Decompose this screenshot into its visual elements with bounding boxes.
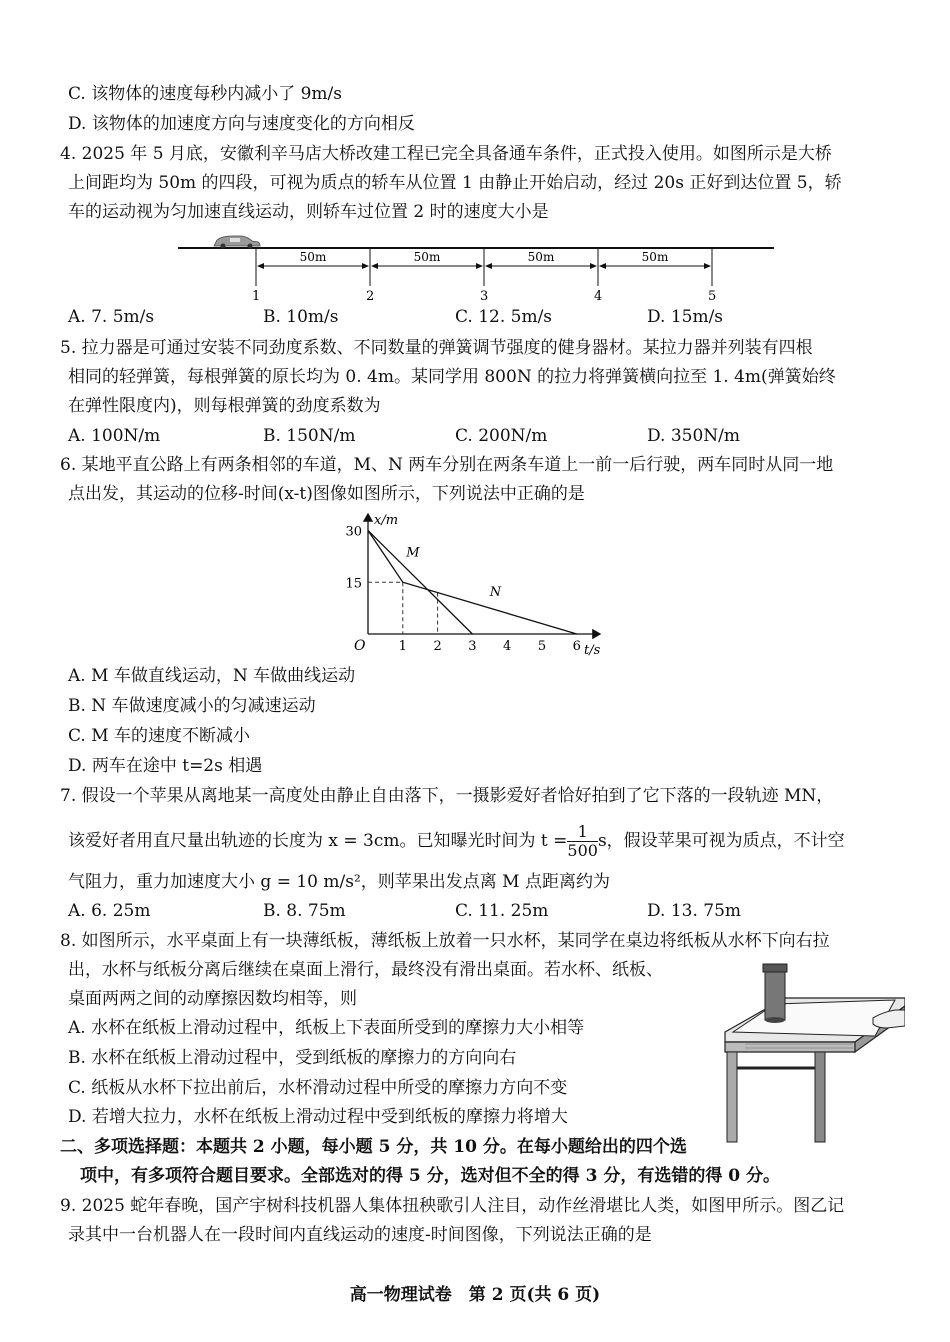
q3-option-d: D. 该物体的加速度方向与速度变化的方向相反 — [68, 114, 415, 134]
page-footer: 高一物理试卷 第 2 页(共 6 页) — [349, 1285, 601, 1305]
position-label: 2 — [366, 289, 375, 304]
position-label: 1 — [252, 289, 261, 304]
y-axis-label: x/m — [374, 513, 399, 528]
x-tick-label: 3 — [468, 639, 477, 654]
segment-length-label: 50m — [413, 250, 441, 264]
segment-length-label: 50m — [527, 250, 555, 264]
arrow-head — [362, 263, 369, 269]
arrow-head — [371, 263, 378, 269]
arrow-head — [476, 263, 483, 269]
q4-stem-line1: 4. 2025 年 5 月底，安徽利辛马店大桥改建工程已完全具备通车条件，正式投入使用。如图所示是大桥 — [60, 144, 832, 164]
q6-option-d: D. 两车在途中 t=2s 相遇 — [68, 756, 263, 776]
q8-option-c: C. 纸板从水杯下拉出前后，水杯滑动过程中所受的摩擦力方向不变 — [68, 1078, 568, 1098]
arrow-head — [599, 263, 606, 269]
position-label: 3 — [480, 289, 489, 304]
arrow-head — [485, 263, 492, 269]
q9-stem-line1: 9. 2025 蛇年春晚，国产宇树科技机器人集体扭秧歌引人注目，动作丝滑堪比人类，如图甲所示。图乙记 — [60, 1196, 845, 1216]
x-tick-label: 2 — [433, 639, 442, 654]
q7-stem-line2-a: 该爱好者用直尺量出轨迹的长度为 x = 3cm。已知曝光时间为 t = — [68, 831, 568, 851]
series-label-M: M — [406, 545, 420, 561]
origin-label: O — [354, 638, 366, 654]
q5-stem-line3: 在弹性限度内)，则每根弹簧的劲度系数为 — [68, 396, 381, 416]
x-axis-label: t/s — [584, 643, 601, 658]
q7-option-d: D. 13. 75m — [647, 901, 742, 921]
q8-stem-line2: 出，水杯与纸板分离后继续在桌面上滑行，最终没有滑出桌面。若水杯、纸板、 — [68, 960, 663, 980]
xt-graph — [330, 508, 610, 658]
position-label: 4 — [594, 289, 603, 304]
y-tick-label: 15 — [345, 576, 362, 592]
segment-length-label: 50m — [299, 250, 327, 264]
q4-option-d: D. 15m/s — [647, 307, 724, 327]
car-icon — [214, 236, 260, 249]
q4-option-b: B. 10m/s — [263, 307, 339, 327]
q4-option-c: C. 12. 5m/s — [455, 307, 553, 327]
y-tick-label: 30 — [345, 524, 362, 540]
fraction-denominator: 500 — [567, 841, 598, 860]
q7-stem-line2 — [68, 816, 845, 866]
series-label-N: N — [489, 585, 502, 601]
q7-stem-line3: 气阻力，重力加速度大小 g = 10 m/s²，则苹果出发点离 M 点距离约为 — [68, 872, 610, 892]
q5-option-c: C. 200N/m — [455, 426, 548, 446]
q8-option-b: B. 水杯在纸板上滑动过程中，受到纸板的摩擦力的方向向右 — [68, 1048, 517, 1068]
q4-stem-line2: 上间距均为 50m 的四段，可视为质点的轿车从位置 1 由静止开始启动，经过 20s 正好到达位置 5，轿 — [68, 173, 842, 193]
q5-stem-line1: 5. 拉力器是可通过安装不同劲度系数、不同数量的弹簧调节强度的健身器材。某拉力器并列装有四根 — [60, 338, 813, 358]
q6-option-a: A. M 车做直线运动，N 车做曲线运动 — [68, 666, 356, 686]
q8-option-a: A. 水杯在纸板上滑动过程中，纸板上下表面所受到的摩擦力大小相等 — [68, 1018, 585, 1038]
q5-option-d: D. 350N/m — [647, 426, 741, 446]
segment-length-label: 50m — [641, 250, 669, 264]
fraction-numerator: 1 — [567, 823, 598, 842]
q7-option-a: A. 6. 25m — [68, 901, 151, 921]
q3-option-c: C. 该物体的速度每秒内减小了 9m/s — [68, 84, 342, 104]
x-tick-label: 6 — [572, 639, 581, 654]
q8-option-d: D. 若增大拉力，水杯在纸板上滑动过程中受到纸板的摩擦力将增大 — [68, 1107, 568, 1127]
q7-option-c: C. 11. 25m — [455, 901, 549, 921]
q9-stem-line2: 录其中一台机器人在一段时间内直线运动的速度-时间图像，下列说法正确的是 — [68, 1225, 652, 1245]
q8-stem-line3: 桌面两两之间的动摩擦因数均相等，则 — [68, 989, 357, 1009]
q6-option-b: B. N 车做速度减小的匀减速运动 — [68, 696, 316, 716]
arrow-head — [590, 263, 597, 269]
q7-stem-line2-b: s，假设苹果可视为质点，不计空 — [597, 831, 845, 851]
q6-option-c: C. M 车的速度不断减小 — [68, 726, 251, 746]
section2-heading-line1: 二、多项选择题：本题共 2 小题，每小题 5 分，共 10 分。在每小题给出的四个选 — [60, 1137, 687, 1157]
exposure-time-fraction — [567, 823, 598, 860]
q8-stem-line1: 8. 如图所示，水平桌面上有一块薄纸板，薄纸板上放着一只水杯，某同学在桌边将纸板从水杯下向右拉 — [60, 931, 830, 951]
x-tick-label: 4 — [503, 639, 512, 654]
x-tick-label: 5 — [537, 639, 547, 654]
q5-option-b: B. 150N/m — [263, 426, 356, 446]
arrow-head — [257, 263, 264, 269]
q5-option-a: A. 100N/m — [68, 426, 161, 446]
q4-stem-line3: 车的运动视为匀加速直线运动，则轿车过位置 2 时的速度大小是 — [68, 202, 549, 222]
bridge-figure — [170, 228, 780, 304]
q4-option-a: A. 7. 5m/s — [68, 307, 155, 327]
q7-option-b: B. 8. 75m — [263, 901, 346, 921]
q5-stem-line2: 相同的轻弹簧，每根弹簧的原长均为 0. 4m。某同学用 800N 的拉力将弹簧横向拉至 1. 4m(弹簧始终 — [68, 367, 836, 387]
position-label: 5 — [708, 289, 717, 304]
q7-stem-line1: 7. 假设一个苹果从离地某一高度处由静止自由落下，一摄影爱好者恰好拍到了它下落的一段轨迹 MN， — [60, 786, 834, 806]
q6-stem-line1: 6. 某地平直公路上有两条相邻的车道，M、N 两车分别在两条车道上一前一后行驶，两车同时从同一地 — [60, 455, 834, 475]
x-tick-label: 1 — [398, 639, 407, 654]
table-cup-illustration — [715, 960, 905, 1144]
q6-stem-line2: 点出发，其运动的位移-时间(x-t)图像如图所示，下列说法中正确的是 — [68, 484, 585, 504]
arrow-head — [704, 263, 711, 269]
section2-heading-line2: 项中，有多项符合题目要求。全部选对的得 5 分，选对但不全的得 3 分，有选错的得 0 分。 — [80, 1166, 780, 1186]
